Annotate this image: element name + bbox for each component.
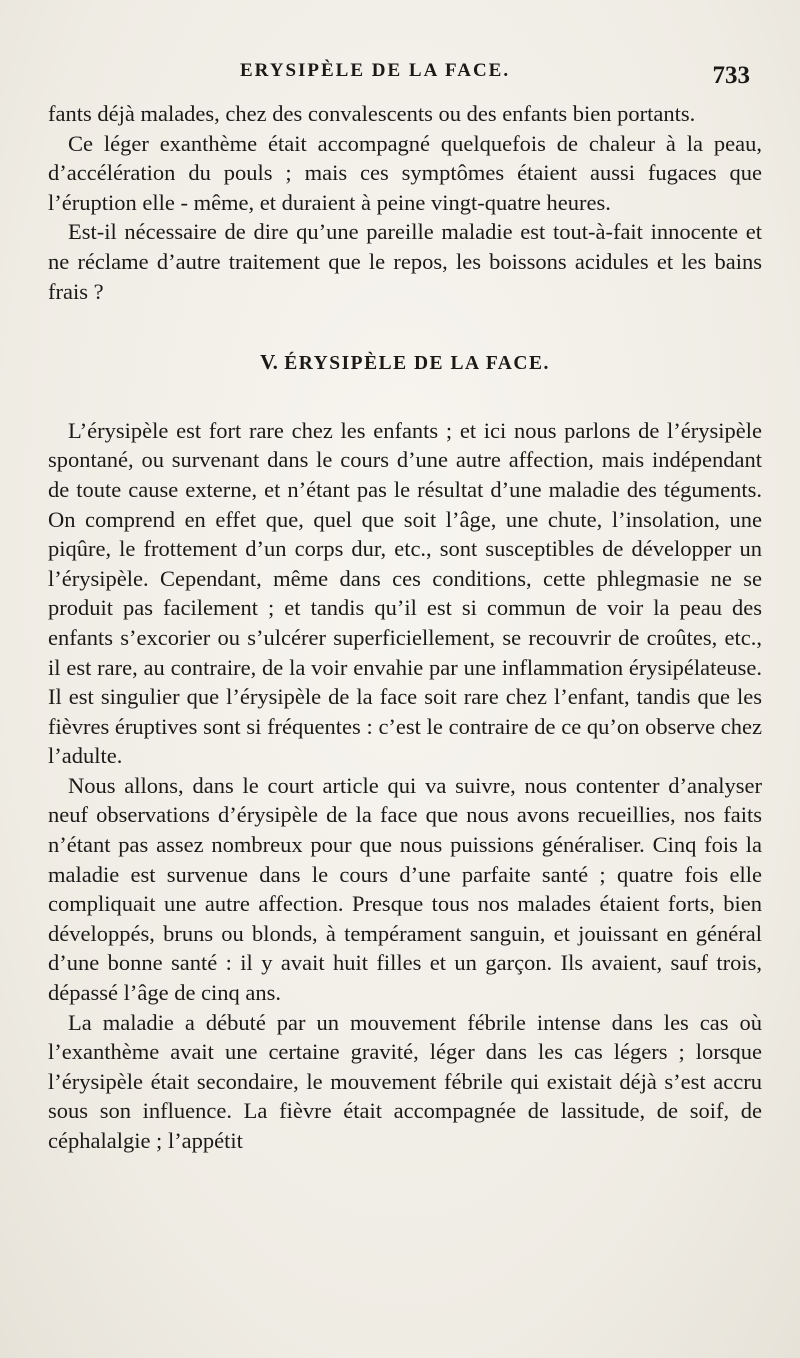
section-number: V.	[260, 350, 278, 375]
section-title: ÉRYSIPÈLE DE LA FACE.	[284, 353, 550, 375]
paragraph: L’érysipèle est fort rare chez les enfants ; et ici nous parlons de l’érysipèle spontané, ou survenant dans le cours d’une autre affection, mais indépendant de toute cause externe, et n’étant pas le résultat d’une maladie des téguments. On comprend en effet que, quel que soit l’âge, une chute, l’insolation, une piqûre, le frottement d’un corps dur, etc., sont susceptibles de développer un l’érysipèle. Cependant, même dans ces conditions, cette phlegmasie ne se produit pas facilement ; et tandis qu’il est si commun de voir la peau des enfants s’excorier ou s’ulcérer superficiellement, se recouvrir de croûtes, etc., il est rare, au contraire, de la voir envahie par une inflammation érysipélateuse. Il est singulier que l’érysipèle de la face soit rare chez l’enfant, tandis que les fièvres éruptives sont si fréquentes : c’est le contraire de ce qu’on observe chez l’adulte.	[48, 417, 762, 769]
paragraph: Est-il nécessaire de dire qu’une pareille maladie est tout-à-fait innocente et ne réclame d’autre traitement que le repos, les boissons acidules et les bains frais ?	[48, 219, 762, 304]
page-number: 733	[712, 62, 750, 89]
body-text	[48, 99, 762, 1156]
running-title: ERYSIPÈLE DE LA FACE.	[240, 60, 511, 81]
paragraph: Nous allons, dans le court article qui va suivre, nous contenter d’analyser neuf observations d’érysipèle de la face que nous avons recueillies, nos faits n’étant pas assez nombreux pour que nous puissions généraliser. Cinq fois la maladie est survenue dans le cours d’une parfaite santé ; quatre fois elle compliquait une autre affection. Presque tous nos malades étaient forts, bien développés, bruns ou blonds, à tempérament sanguin, et jouissant en général d’une bonne santé : il y avait huit filles et un garçon. Ils avaient, sauf trois, dépassé l’âge de cinq ans.	[48, 772, 762, 1006]
paragraph-continues: La maladie a débuté par un mouvement fébrile intense dans les cas où l’exanthème avait une certaine gravité, léger dans les cas légers ; lorsque l’érysipèle était secondaire, le mouvement fébrile qui existait déjà s’est accru sous son influence. La fièvre était accompagnée de lassitude, de soif, de céphalalgie ; l’appétit	[48, 1009, 762, 1153]
paragraph: Ce léger exanthème était accompagné quelquefois de chaleur à la peau, d’accélération du pouls ; mais ces symptômes étaient aussi fugaces que l’éruption elle - même, et duraient à peine vingt-quatre heures.	[48, 130, 762, 215]
paragraph-continued: fants déjà malades, chez des convalescents ou des enfants bien portants.	[48, 101, 696, 126]
section-heading	[48, 348, 762, 379]
